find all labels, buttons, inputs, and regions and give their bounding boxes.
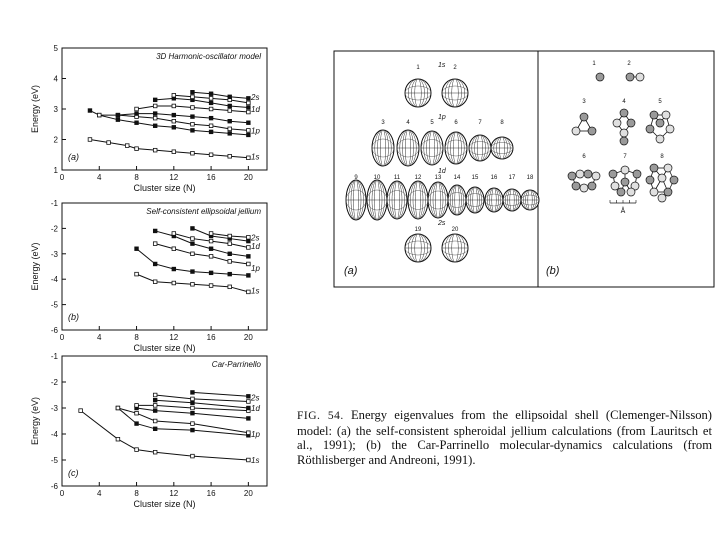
y-tick-label: 3 <box>53 105 58 114</box>
atom <box>572 127 580 135</box>
data-point <box>191 95 195 99</box>
shape-number: 17 <box>508 175 516 181</box>
atom <box>664 164 672 172</box>
data-point <box>247 406 251 410</box>
data-point <box>191 252 195 256</box>
level-label: 2s <box>251 92 260 102</box>
data-point <box>153 404 157 408</box>
chart-harmonic-oscillator <box>30 44 267 193</box>
panel-label: (b) <box>68 312 79 322</box>
data-point <box>88 109 92 113</box>
atom <box>656 119 664 127</box>
cluster-number: 8 <box>660 154 664 160</box>
panel-label: (a) <box>68 152 79 162</box>
level-label: 1d <box>251 105 260 114</box>
atom <box>588 127 596 135</box>
data-point <box>191 129 195 133</box>
data-point <box>228 109 232 113</box>
data-point <box>153 148 157 152</box>
y-tick-label: 5 <box>53 44 58 53</box>
data-point <box>209 232 213 236</box>
atom <box>670 176 678 184</box>
data-point <box>153 229 157 233</box>
y-tick-label: -6 <box>50 326 58 335</box>
data-point <box>135 107 139 111</box>
atom <box>656 135 664 143</box>
y-tick-label: -6 <box>50 482 58 491</box>
shape-number: 6 <box>454 120 458 126</box>
shape-number: 15 <box>471 175 479 181</box>
data-point <box>191 428 195 432</box>
data-point <box>247 121 251 125</box>
atom <box>646 125 654 133</box>
shape-number: 10 <box>373 175 381 181</box>
data-point <box>153 450 157 454</box>
data-point <box>191 151 195 155</box>
data-point <box>247 129 251 133</box>
scale-unit: Å <box>620 208 626 215</box>
atom <box>646 176 654 184</box>
shape-number: 18 <box>526 175 534 181</box>
atom <box>580 113 588 121</box>
level-label: 1p <box>251 263 260 273</box>
series-line <box>81 411 249 460</box>
atom <box>596 73 604 81</box>
data-point <box>191 115 195 119</box>
series-line <box>90 111 248 135</box>
data-point <box>135 422 139 426</box>
panel-label: (c) <box>68 468 79 478</box>
data-point <box>209 271 213 275</box>
data-point <box>209 284 213 288</box>
data-point <box>247 101 251 105</box>
shape-number: 16 <box>490 175 498 181</box>
shell-label: 1s <box>438 62 446 69</box>
data-point <box>247 417 251 421</box>
panel-label-a: (a) <box>344 265 358 277</box>
atom <box>588 182 596 190</box>
atom <box>572 182 580 190</box>
x-axis-label: Cluster size (N) <box>133 183 196 193</box>
data-point <box>172 113 176 117</box>
data-point <box>153 398 157 402</box>
atom <box>621 178 629 186</box>
x-tick-label: 4 <box>97 173 102 182</box>
atom <box>592 172 600 180</box>
data-point <box>191 397 195 401</box>
series-line <box>192 392 248 396</box>
atom <box>621 166 629 174</box>
data-point <box>209 239 213 243</box>
atom <box>620 137 628 145</box>
shape-number: 9 <box>354 175 358 181</box>
x-tick-label: 4 <box>97 489 102 498</box>
data-point <box>191 454 195 458</box>
chart-title: 3D Harmonic-oscillator model <box>156 52 261 61</box>
data-point <box>191 391 195 395</box>
caption-text: Energy eigenvalues from the ellipsoidal shell (Clemenger-Nilsson) model: (a) the self-consistent spheroidal jellium calculations (from Lauritsch et al., 1991); (b) the Car-Parrinello molecular-dynamics calculations (from Röthlisberger and Andreoni, 1991). <box>297 408 713 467</box>
data-point <box>153 242 157 246</box>
atom <box>620 109 628 117</box>
data-point <box>191 406 195 410</box>
y-axis-label: Energy (eV) <box>30 242 40 291</box>
shape-number: 19 <box>414 227 422 233</box>
data-point <box>97 113 101 117</box>
y-tick-label: -1 <box>50 352 58 361</box>
y-tick-label: -3 <box>50 404 58 413</box>
y-tick-label: 2 <box>53 135 58 145</box>
data-point <box>209 255 213 259</box>
data-point <box>209 101 213 105</box>
atom <box>620 129 628 137</box>
data-point <box>153 262 157 266</box>
level-label: 1p <box>251 126 260 136</box>
shape-figure <box>330 45 720 290</box>
data-point <box>153 112 157 116</box>
data-point <box>125 144 129 148</box>
y-tick-label: -2 <box>50 378 58 387</box>
data-point <box>247 431 251 435</box>
shape-number: 12 <box>414 175 422 181</box>
plot-frame <box>62 48 267 170</box>
atom <box>617 188 625 196</box>
data-point <box>247 156 251 160</box>
x-tick-label: 12 <box>169 489 179 498</box>
data-point <box>153 98 157 102</box>
data-point <box>172 119 176 123</box>
series-line <box>155 395 248 402</box>
data-point <box>247 133 251 137</box>
data-point <box>228 154 232 158</box>
caption-fig-label: FIG. 54. <box>297 410 344 422</box>
data-point <box>135 147 139 151</box>
shape-number: 2 <box>453 65 457 71</box>
data-point <box>228 252 232 256</box>
cluster-number: 1 <box>592 61 596 67</box>
data-point <box>88 138 92 142</box>
data-point <box>247 290 251 294</box>
x-tick-label: 8 <box>134 173 139 182</box>
data-point <box>247 246 251 250</box>
energy-charts <box>20 30 310 540</box>
y-axis-label: Energy (eV) <box>30 84 40 134</box>
shape-number: 7 <box>478 120 482 126</box>
plot-frame <box>62 356 267 486</box>
x-axis-label: Cluster size (N) <box>133 343 196 353</box>
data-point <box>191 237 195 241</box>
data-point <box>247 239 251 243</box>
data-point <box>247 97 251 101</box>
x-tick-label: 16 <box>206 333 216 342</box>
data-point <box>191 270 195 274</box>
x-tick-label: 16 <box>206 173 216 182</box>
shape-number: 3 <box>381 120 385 126</box>
cluster-number: 6 <box>582 154 586 160</box>
data-point <box>116 437 120 441</box>
shape-number: 20 <box>451 227 459 233</box>
level-label: 2s <box>251 233 260 243</box>
data-point <box>247 235 251 239</box>
shell-label: 1d <box>438 168 446 175</box>
data-point <box>191 90 195 94</box>
x-axis-label: Cluster size (N) <box>133 499 196 509</box>
x-tick-label: 0 <box>59 489 65 498</box>
cluster-number: 5 <box>658 99 662 105</box>
y-tick-label: -3 <box>50 249 58 259</box>
y-tick-label: -1 <box>50 199 58 208</box>
data-point <box>191 401 195 405</box>
data-point <box>228 104 232 108</box>
chart-ellipsoidal-jellium <box>30 199 267 353</box>
y-tick-label: -5 <box>50 300 58 310</box>
data-point <box>135 247 139 251</box>
level-label: 1p <box>251 430 260 439</box>
data-point <box>153 124 157 128</box>
data-point <box>247 110 251 114</box>
data-point <box>116 406 120 410</box>
atom <box>664 188 672 196</box>
level-label: 1s <box>251 286 260 296</box>
x-tick-label: 12 <box>169 173 179 182</box>
figure-caption <box>297 408 712 467</box>
shell-label: 1p <box>438 114 446 121</box>
data-point <box>228 242 232 246</box>
atom <box>658 174 666 182</box>
data-point <box>172 126 176 130</box>
cluster-number: 7 <box>623 154 627 160</box>
data-point <box>228 234 232 238</box>
x-tick-label: 4 <box>97 333 102 342</box>
chart-car-parrinello <box>30 352 267 509</box>
level-label: 1s <box>251 152 260 162</box>
data-point <box>79 409 83 413</box>
data-point <box>172 281 176 285</box>
atom <box>650 111 658 119</box>
data-point <box>135 112 139 116</box>
y-tick-label: -4 <box>50 430 58 439</box>
data-point <box>135 404 139 408</box>
data-point <box>107 141 111 145</box>
data-point <box>191 411 195 415</box>
series-line <box>90 140 248 158</box>
data-point <box>191 242 195 246</box>
cluster-number: 2 <box>627 61 631 67</box>
data-point <box>209 247 213 251</box>
panel-label-b: (b) <box>546 265 560 277</box>
x-tick-label: 8 <box>134 333 139 342</box>
data-point <box>172 232 176 236</box>
shape-number: 1 <box>416 65 420 71</box>
x-tick-label: 0 <box>59 173 65 182</box>
data-point <box>247 262 251 266</box>
data-point <box>228 119 232 123</box>
x-tick-label: 12 <box>169 333 179 342</box>
y-tick-label: -5 <box>50 456 58 465</box>
data-point <box>228 260 232 264</box>
data-point <box>153 104 157 108</box>
series-line <box>155 231 248 256</box>
data-point <box>247 255 251 259</box>
y-tick-label: 4 <box>53 74 58 84</box>
level-label: 1d <box>251 404 260 413</box>
shape-number: 5 <box>430 120 434 126</box>
data-point <box>191 282 195 286</box>
atom <box>650 164 658 172</box>
atom <box>584 170 592 178</box>
jellium-shapes-panel <box>346 62 539 262</box>
chart-title: Self-consistent ellipsoidal jellium <box>146 207 261 216</box>
cluster-geometries-panel <box>568 61 678 215</box>
data-point <box>135 121 139 125</box>
atom <box>626 73 634 81</box>
data-point <box>209 116 213 120</box>
data-point <box>153 409 157 413</box>
atom <box>613 119 621 127</box>
data-point <box>172 150 176 154</box>
data-point <box>116 118 120 122</box>
data-point <box>209 124 213 128</box>
y-tick-label: -2 <box>50 224 58 234</box>
atom <box>576 170 584 178</box>
x-tick-label: 20 <box>243 489 253 498</box>
atom <box>650 188 658 196</box>
shape-number: 14 <box>453 175 461 181</box>
data-point <box>209 107 213 111</box>
x-tick-label: 16 <box>206 489 216 498</box>
data-point <box>191 227 195 231</box>
y-tick-label: 1 <box>53 166 58 175</box>
x-tick-label: 0 <box>59 333 65 342</box>
shape-number: 4 <box>406 120 410 126</box>
data-point <box>228 127 232 131</box>
data-point <box>228 272 232 276</box>
atom <box>658 194 666 202</box>
shape-number: 11 <box>393 175 401 181</box>
atom <box>662 111 670 119</box>
data-point <box>116 113 120 117</box>
level-label: 2s <box>251 393 260 403</box>
data-point <box>172 267 176 271</box>
data-point <box>191 422 195 426</box>
x-tick-label: 20 <box>243 173 253 182</box>
data-point <box>247 400 251 404</box>
data-point <box>228 285 232 289</box>
data-point <box>191 106 195 110</box>
data-point <box>153 427 157 431</box>
data-point <box>228 132 232 136</box>
data-point <box>209 92 213 96</box>
data-point <box>135 448 139 452</box>
shell-label: 2s <box>438 220 446 227</box>
cluster-number: 4 <box>622 99 626 105</box>
data-point <box>209 97 213 101</box>
atom <box>666 125 674 133</box>
y-axis-label: Energy (eV) <box>30 396 40 446</box>
shape-number: 8 <box>500 120 504 126</box>
data-point <box>153 116 157 120</box>
data-point <box>191 122 195 126</box>
y-tick-label: -4 <box>50 275 58 285</box>
atom <box>580 184 588 192</box>
data-point <box>209 130 213 134</box>
atom <box>609 170 617 178</box>
data-point <box>247 274 251 278</box>
x-tick-label: 20 <box>243 333 253 342</box>
atom <box>611 182 619 190</box>
atom <box>568 172 576 180</box>
data-point <box>209 153 213 157</box>
data-point <box>135 272 139 276</box>
data-point <box>153 280 157 284</box>
data-point <box>228 95 232 99</box>
level-label: 1d <box>251 242 260 252</box>
data-point <box>135 411 139 415</box>
data-point <box>247 458 251 462</box>
data-point <box>153 419 157 423</box>
data-point <box>172 93 176 97</box>
data-point <box>247 106 251 110</box>
atom <box>633 170 641 178</box>
chart-title: Car-Parrinello <box>211 360 261 369</box>
atom <box>627 188 635 196</box>
data-point <box>247 395 251 399</box>
data-point <box>172 247 176 251</box>
level-label: 1s <box>251 456 260 465</box>
data-point <box>172 104 176 108</box>
atom <box>636 73 644 81</box>
data-point <box>153 393 157 397</box>
cluster-number: 3 <box>582 99 586 105</box>
atom <box>627 119 635 127</box>
x-tick-label: 8 <box>134 489 139 498</box>
shape-number: 13 <box>434 175 442 181</box>
